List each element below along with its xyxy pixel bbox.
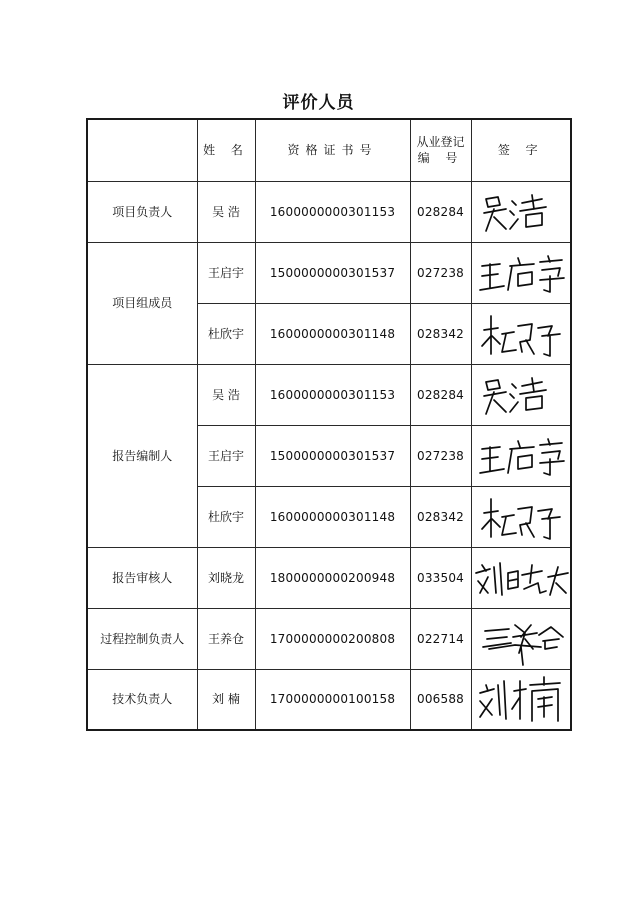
signature-du-xinyu — [471, 486, 571, 547]
header-reg-no — [410, 119, 471, 181]
header-sign: 签 字 — [471, 119, 571, 181]
cell-name: 杜欣宇 — [197, 303, 255, 364]
table-row — [87, 364, 571, 425]
personnel-table — [86, 118, 572, 731]
table-header-row — [87, 119, 571, 181]
cell-cert: 1800000000200948 — [255, 547, 410, 608]
cell-cert: 1500000000301537 — [255, 242, 410, 303]
cell-reg: 028284 — [410, 181, 471, 242]
cell-cert: 1700000000200808 — [255, 608, 410, 669]
cell-reg: 028342 — [410, 486, 471, 547]
header-reg-line2: 编 号 — [417, 151, 464, 166]
cell-name: 王养仓 — [197, 608, 255, 669]
signature-liu-nan — [471, 669, 571, 730]
signature-wu-hao — [471, 364, 571, 425]
signature-wang-qiyu — [471, 242, 571, 303]
table-row — [87, 181, 571, 242]
cell-reg: 027238 — [410, 425, 471, 486]
role-project-members: 项目组成员 — [87, 242, 197, 364]
cell-cert: 1600000000301148 — [255, 303, 410, 364]
cell-name: 吴 浩 — [197, 364, 255, 425]
cell-reg: 033504 — [410, 547, 471, 608]
signature-liu-xiaolong — [471, 547, 571, 608]
header-reg-line1: 从业登记 — [416, 135, 465, 150]
role-project-lead: 项目负责人 — [87, 181, 197, 242]
role-report-authors: 报告编制人 — [87, 364, 197, 547]
signature-wu-hao — [471, 181, 571, 242]
table-row — [87, 669, 571, 730]
cell-name: 杜欣宇 — [197, 486, 255, 547]
cell-cert: 1500000000301537 — [255, 425, 410, 486]
cell-reg: 028284 — [410, 364, 471, 425]
cell-reg: 028342 — [410, 303, 471, 364]
header-cert-no: 资格证书号 — [255, 119, 410, 181]
table-row — [87, 242, 571, 303]
cell-reg: 027238 — [410, 242, 471, 303]
cell-cert: 1700000000100158 — [255, 669, 410, 730]
cell-name: 刘 楠 — [197, 669, 255, 730]
cell-cert: 1600000000301153 — [255, 181, 410, 242]
cell-cert: 1600000000301148 — [255, 486, 410, 547]
role-process-control: 过程控制负责人 — [87, 608, 197, 669]
table-row — [87, 547, 571, 608]
page-title: 评价人员 — [282, 93, 355, 113]
signature-du-xinyu — [471, 303, 571, 364]
cell-name: 吴 浩 — [197, 181, 255, 242]
signature-wang-qiyu — [471, 425, 571, 486]
cell-name: 王启宇 — [197, 242, 255, 303]
cell-name: 王启宇 — [197, 425, 255, 486]
cell-reg: 006588 — [410, 669, 471, 730]
role-tech-lead: 技术负责人 — [87, 669, 197, 730]
cell-reg: 022714 — [410, 608, 471, 669]
cell-name: 刘晓龙 — [197, 547, 255, 608]
header-name: 姓 名 — [197, 119, 255, 181]
role-report-reviewer: 报告审核人 — [87, 547, 197, 608]
cell-cert: 1600000000301153 — [255, 364, 410, 425]
header-role — [87, 119, 197, 181]
table-row — [87, 608, 571, 669]
signature-wang-yangcang — [471, 608, 571, 669]
